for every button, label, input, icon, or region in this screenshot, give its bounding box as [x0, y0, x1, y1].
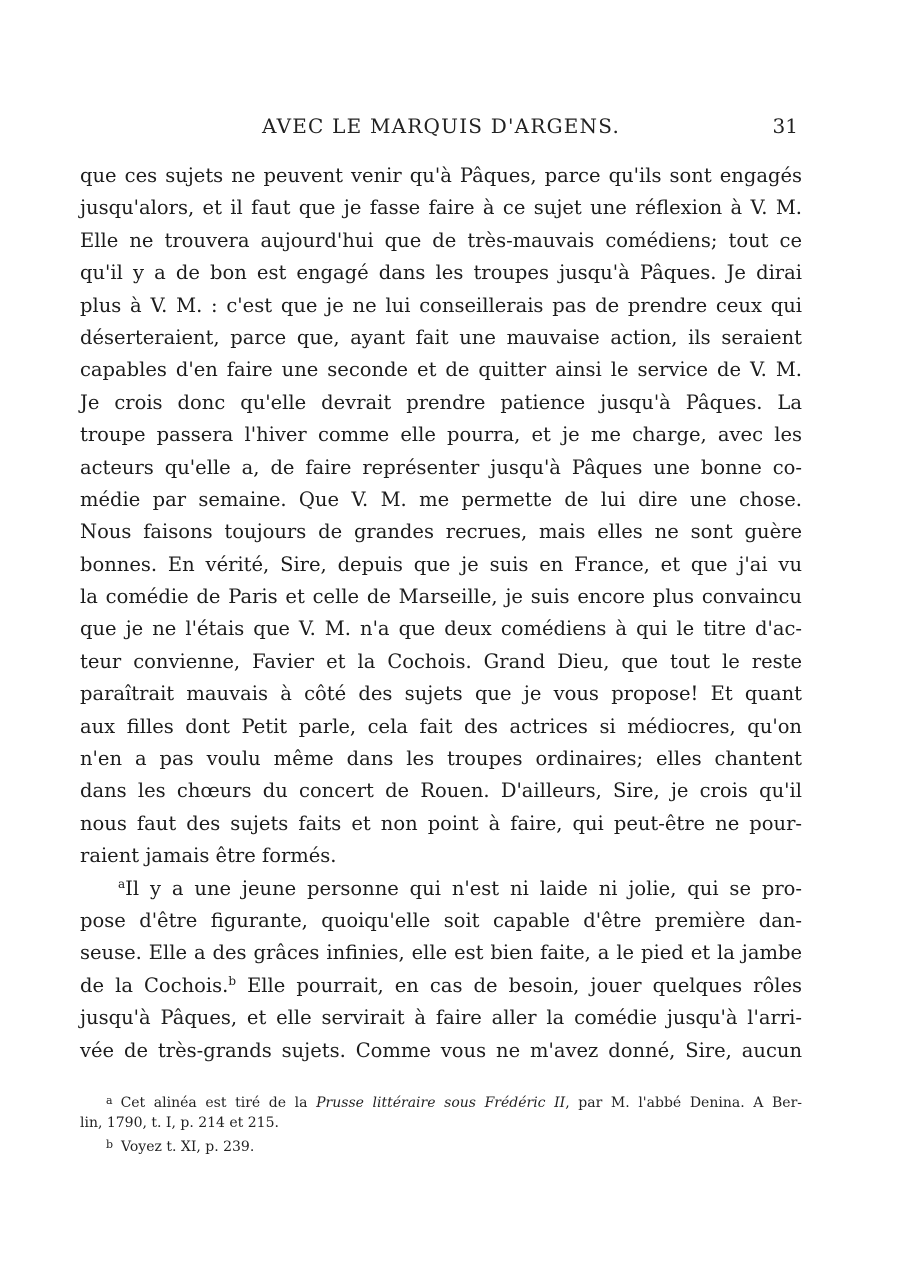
text-line: troupe passera l'hiver comme elle pourra, et je me charge, avec les [80, 423, 802, 447]
body-text [80, 160, 802, 1067]
text-line: n'en a pas voulu même dans les troupes ordinaires; elles chantent [80, 747, 802, 771]
text-line: pose d'être figurante, quoiqu'elle soit capable d'être première dan- [80, 908, 802, 932]
text-line: que je ne l'étais que V. M. n'a que deux comédiens à qui le titre d'ac- [80, 617, 802, 641]
footnote-text: , par M. l'abbé Denina. A Ber- [565, 1095, 802, 1111]
text-line: dans les chœurs du concert de Rouen. D'ailleurs, Sire, je crois qu'il [80, 779, 802, 803]
text-line: raient jamais être formés. [80, 844, 337, 868]
text-line: teur convienne, Favier et la Cochois. Grand Dieu, que tout le reste [80, 649, 802, 673]
text-line: nous faut des sujets faits et non point à faire, qui peut-être ne pour- [80, 811, 802, 835]
text-line: capables d'en faire une seconde et de quitter ainsi le service de V. M. [80, 358, 802, 382]
text-span: Elle pourrait, en cas de besoin, jouer quelques rôles [236, 973, 802, 997]
text-line: vée de très-grands sujets. Comme vous ne m'avez donné, Sire, aucun [80, 1038, 802, 1062]
footnote-mark: b [106, 1138, 114, 1151]
text-line: Je crois donc qu'elle devrait prendre patience jusqu'à Pâques. La [80, 390, 802, 414]
text-line: paraîtrait mauvais à côté des sujets que je vous propose! Et quant [80, 682, 802, 706]
text-line: plus à V. M. : c'est que je ne lui conseillerais pas de prendre ceux qui [80, 293, 802, 317]
text-line: déserteraient, parce que, ayant fait une mauvaise action, ils seraient [80, 325, 802, 349]
text-line: jusqu'alors, et il faut que je fasse faire à ce sujet une réflexion à V. M. [80, 196, 802, 220]
text-line: médie par semaine. Que V. M. me permette de lui dire une chose. [80, 487, 802, 511]
footnotes [80, 1090, 802, 1156]
footnote-b [80, 1134, 802, 1156]
text-line [80, 970, 802, 1002]
text-line: bonnes. En vérité, Sire, depuis que je suis en France, et que j'ai vu [80, 552, 802, 576]
page-number: 31 [772, 114, 798, 138]
footnote-mark: a [106, 1094, 113, 1107]
footnote-a [80, 1090, 802, 1112]
text-line: Nous faisons toujours de grandes recrues, mais elles ne sont guère [80, 520, 802, 544]
text-line: seuse. Elle a des grâces infinies, elle est bien faite, a le pied et la jambe [80, 941, 802, 965]
running-head [80, 114, 802, 144]
footnote-ref-a[interactable]: a [118, 876, 126, 891]
footnote-text: Voyez t. XI, p. 239. [121, 1139, 255, 1155]
footnote-a-continuation: lin, 1790, t. I, p. 214 et 215. [80, 1115, 279, 1131]
footnote-ref-b[interactable]: b [228, 973, 237, 988]
paragraph-start-line [80, 873, 802, 905]
text-span: Il y a une jeune personne qui n'est ni laide ni jolie, qui se pro- [125, 876, 802, 900]
cited-title: Prusse littéraire sous Frédéric II [316, 1095, 566, 1111]
text-line: qu'il y a de bon est engagé dans les troupes jusqu'à Pâques. Je dirai [80, 261, 802, 285]
text-line: jusqu'à Pâques, et elle servirait à faire aller la comédie jusqu'à l'arri- [80, 1006, 802, 1030]
text-line: Elle ne trouvera aujourd'hui que de très-mauvais comédiens; tout ce [80, 228, 802, 252]
text-line: aux filles dont Petit parle, cela fait des actrices si médiocres, qu'on [80, 714, 802, 738]
running-title: AVEC LE MARQUIS D'ARGENS. [261, 114, 621, 138]
text-line: que ces sujets ne peuvent venir qu'à Pâques, parce qu'ils sont engagés [80, 164, 802, 187]
text-line: la comédie de Paris et celle de Marseille, je suis encore plus convaincu [80, 585, 802, 609]
text-span: de la Cochois. [80, 973, 229, 997]
footnote-text: Cet alinéa est tiré de la [120, 1095, 317, 1111]
text-line: acteurs qu'elle a, de faire représenter jusqu'à Pâques une bonne co- [80, 455, 802, 479]
